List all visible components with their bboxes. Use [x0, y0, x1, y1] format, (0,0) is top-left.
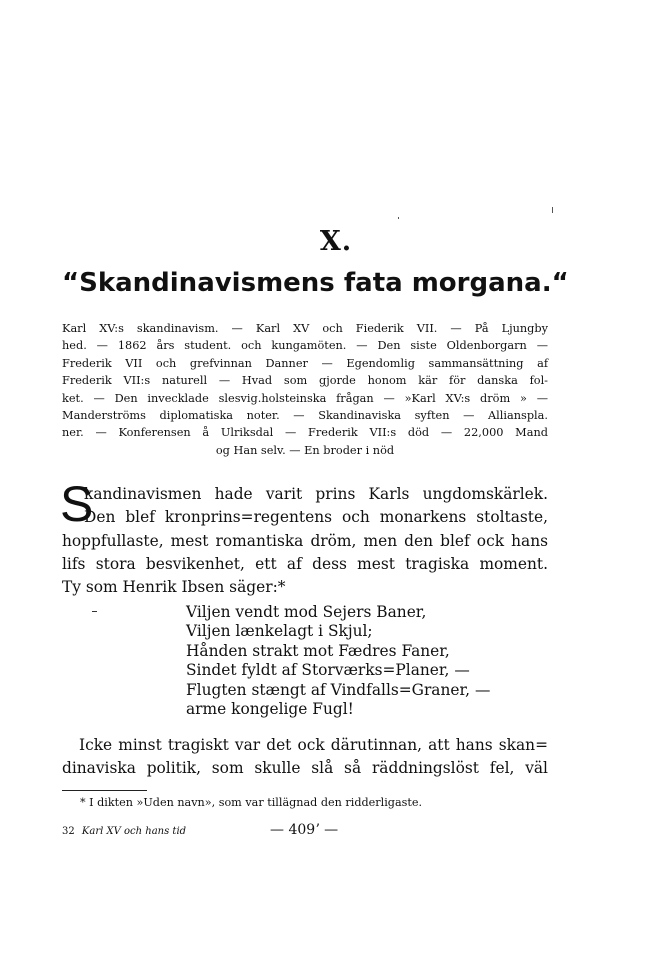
- chapter-number: X.: [319, 226, 353, 257]
- poem-quote: [186, 603, 516, 719]
- poem-verse: Sindet fyldt af Storværks=Planer, —: [186, 661, 470, 680]
- synopsis-line: Karl XV:s skandinavism. — Karl XV och Fiederik VII. — På Ljungby: [62, 322, 548, 335]
- chapter-synopsis: [62, 320, 548, 459]
- paragraph-1: [60, 476, 548, 599]
- paragraph-line: lifs stora besvikenhet, ett af dess mest tragiska moment.: [62, 554, 548, 573]
- footnote-rule: [62, 790, 147, 791]
- chapter-title: “Skandinavismens fata morgana.“: [62, 268, 569, 298]
- paragraph-line: dinaviska politik, som skulle slå så räddningslöst fel, väl: [62, 759, 548, 778]
- paragraph-line: kandinavismen hade varit prins Karls ungdomskärlek.: [84, 485, 548, 503]
- paragraph-line: Den blef kronprins=regentens och monarkens stoltaste,: [84, 508, 548, 527]
- poem-verse: arme kongelige Fugl!: [186, 700, 354, 719]
- paragraph-line: Ty som Henrik Ibsen säger:*: [62, 578, 286, 597]
- poem-verse: Hånden strakt mot Fædres Faner,: [186, 641, 450, 660]
- synopsis-line: hed. — 1862 års student. och kungamöten. — Den siste Oldenborgarn —: [62, 339, 548, 353]
- scan-speck: [92, 611, 97, 612]
- signature-sheet-number: 32: [62, 826, 75, 837]
- signature-title: Karl XV och hans tid: [81, 826, 187, 837]
- page-number: — 409ʼ —: [270, 822, 339, 838]
- poem-verse: Viljen vendt mod Sejers Baner,: [186, 603, 427, 621]
- synopsis-line: ket. — Den invecklade slesvig.holsteinska frågan — »Karl XV:s dröm » —: [62, 391, 548, 405]
- synopsis-line: ner. — Konferensen å Ulriksdal — Frederik VII:s död — 22,000 Mand: [62, 426, 548, 440]
- scan-speck: [552, 207, 553, 213]
- poem-verse: Flugten stængt af Vindfalls=Graner, —: [186, 680, 491, 699]
- drop-cap: S: [60, 476, 94, 532]
- printer-signature: [62, 826, 186, 837]
- synopsis-line: og Han selv. — En broder i nöd: [215, 443, 395, 457]
- synopsis-line: Frederik VII:s naturell — Hvad som gjorde honom kär för danska fol-: [62, 374, 548, 388]
- footnote: * I dikten »Uden navn», som var tillägnad den ridderligaste.: [80, 796, 423, 809]
- paragraph-line: Icke minst tragiskt var det ock därutinnan, att hans skan=: [79, 736, 548, 754]
- paragraph-line: hoppfullaste, mest romantiska dröm, men den blef ock hans: [62, 531, 548, 550]
- synopsis-line: Manderströms diplomatiska noter. — Skandinaviska syften — Allianspla.: [62, 408, 548, 422]
- poem-verse: Viljen lænkelagt i Skjul;: [186, 622, 373, 641]
- synopsis-line: Frederik VII och grefvinnan Danner — Egendomlig sammansättning af: [62, 356, 548, 370]
- scan-speck: [398, 217, 399, 219]
- paragraph-2: [62, 734, 548, 781]
